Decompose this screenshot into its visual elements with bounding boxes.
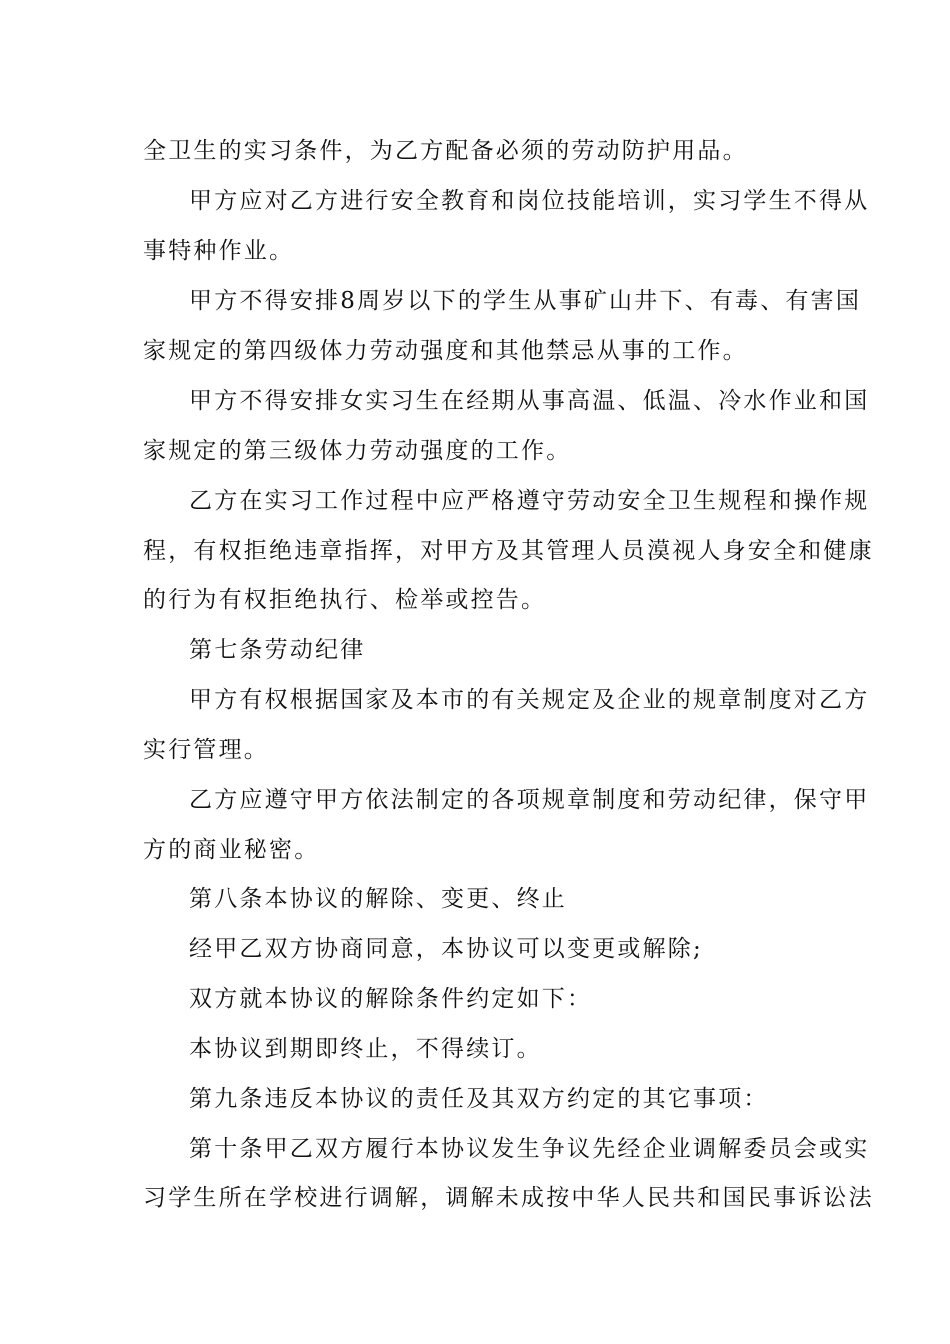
text-line: 双方就本协议的解除条件约定如下： [189,986,593,1012]
text-line: 程，有权拒绝违章指挥，对甲方及其管理人员漠视人身安全和健康 [143,538,874,564]
text-line: 经甲乙双方协商同意，本协议可以变更或解除; [189,936,703,962]
section-heading: 第十条甲乙双方履行本协议发生争议先经企业调解委员会或实 [189,1136,870,1162]
text-line: 甲方不得安排8周岁以下的学生从事矿山井下、有毒、有害国 [189,288,862,314]
text-line: 甲方不得安排女实习生在经期从事高温、低温、冷水作业和国 [189,388,870,414]
text-line: 事特种作业。 [143,238,295,264]
text-line: 家规定的第四级体力劳动强度和其他禁忌从事的工作。 [143,338,748,364]
text-line: 实行管理。 [143,737,269,763]
section-heading: 第九条违反本协议的责任及其双方约定的其它事项： [189,1086,769,1112]
section-heading: 第七条劳动纪律 [189,637,366,663]
text-line: 习学生所在学校进行调解，调解未成按中华人民共和国民事诉讼法 [143,1185,874,1211]
text-line: 乙方在实习工作过程中应严格遵守劳动安全卫生规程和操作规 [189,488,870,514]
text-line: 家规定的第三级体力劳动强度的工作。 [143,438,572,464]
text-line: 本协议到期即终止，不得续订。 [189,1036,542,1062]
text-line: 乙方应遵守甲方依法制定的各项规章制度和劳动纪律，保守甲 [189,787,870,813]
text-line: 全卫生的实习条件，为乙方配备必须的劳动防护用品。 [143,138,748,164]
text-line: 甲方有权根据国家及本市的有关规定及企业的规章制度对乙方 [189,687,870,713]
text-line: 方的商业秘密。 [143,837,320,863]
text-line: 的行为有权拒绝执行、检举或控告。 [143,587,547,613]
text-line: 甲方应对乙方进行安全教育和岗位技能培训，实习学生不得从 [189,188,870,214]
section-heading: 第八条本协议的解除、变更、终止 [189,886,567,912]
